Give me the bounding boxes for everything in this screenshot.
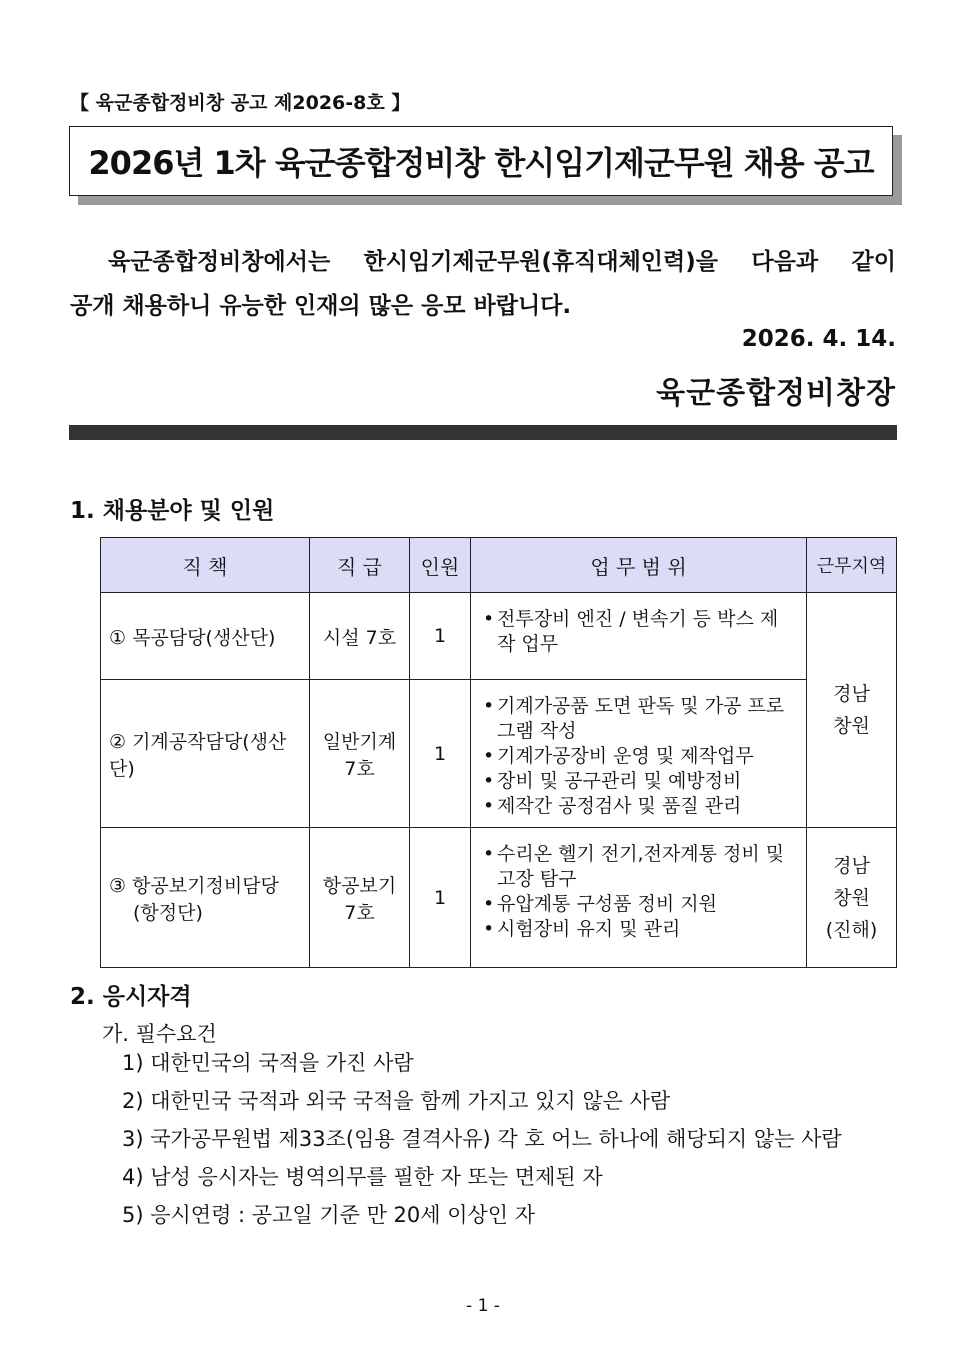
count-cell: 1 bbox=[410, 680, 471, 828]
col-header-grade: 직 급 bbox=[310, 538, 410, 593]
duty-item: • 기계가공품 도면 판독 및 가공 프로그램 작성 bbox=[483, 694, 796, 744]
region-cell bbox=[807, 828, 897, 968]
grade-line: 7호 bbox=[344, 757, 375, 780]
role-cell: ② 기계공작담당(생산단) bbox=[101, 680, 310, 828]
role-cell: ① 목공담당(생산단) bbox=[101, 593, 310, 680]
requirement-item: 5) 응시연령 : 공고일 기준 만 20세 이상인 자 bbox=[122, 1203, 536, 1227]
grade-line: 항공보기 bbox=[322, 874, 397, 897]
table-row bbox=[101, 680, 897, 828]
issuer: 육군종합정비창장 bbox=[656, 376, 896, 411]
requirement-item: 1) 대한민국의 국적을 가진 사람 bbox=[122, 1051, 414, 1075]
notice-date: 2026. 4. 14. bbox=[741, 326, 896, 352]
duty-item: • 기계가공장비 운영 및 제작업무 bbox=[483, 744, 796, 769]
duty-item: • 시험장비 유지 및 관리 bbox=[483, 917, 796, 942]
role-line: ③ 항공보기정비담당 bbox=[109, 874, 279, 897]
intro-paragraph bbox=[70, 240, 896, 328]
table-row bbox=[101, 828, 897, 968]
col-header-count: 인원 bbox=[410, 538, 471, 593]
table-row bbox=[101, 593, 897, 680]
requirement-item: 4) 남성 응시자는 병역의무를 필한 자 또는 면제된 자 bbox=[122, 1165, 603, 1189]
region-cell bbox=[807, 593, 897, 828]
page-title: 2026년 1차 육군종합정비창 한시임기제군무원 채용 공고 bbox=[88, 144, 874, 182]
requirements-list bbox=[122, 1046, 842, 1236]
region-line: (진해) bbox=[825, 918, 878, 941]
count-cell: 1 bbox=[410, 593, 471, 680]
count-cell: 1 bbox=[410, 828, 471, 968]
duties-cell bbox=[471, 680, 807, 828]
intro-line-1: 육군종합정비창에서는 한시임기제군무원(휴직대체인력)을 다음과 같이 bbox=[108, 249, 896, 275]
section-1-heading: 1. 채용분야 및 인원 bbox=[70, 498, 275, 524]
title-box bbox=[69, 126, 893, 196]
requirement-item: 2) 대한민국 국적과 외국 국적을 함께 가지고 있지 않은 사람 bbox=[122, 1089, 671, 1113]
region-line: 경남 bbox=[833, 854, 870, 877]
col-header-duties: 업 무 범 위 bbox=[471, 538, 807, 593]
grade-cell bbox=[310, 828, 410, 968]
duty-item: • 제작간 공정검사 및 품질 관리 bbox=[483, 794, 796, 819]
region-line: 창원 bbox=[833, 886, 870, 909]
grade-cell bbox=[310, 680, 410, 828]
duties-cell bbox=[471, 828, 807, 968]
duties-cell bbox=[471, 593, 807, 680]
duty-item: • 장비 및 공구관리 및 예방정비 bbox=[483, 769, 796, 794]
section-2-heading: 2. 응시자격 bbox=[70, 984, 192, 1010]
divider-bar bbox=[69, 425, 897, 440]
region-line: 경남 bbox=[833, 683, 870, 705]
page-number: - 1 - bbox=[466, 1296, 500, 1316]
col-header-region: 근무지역 bbox=[807, 538, 897, 593]
notice-number: 【 육군종합정비창 공고 제2026-8호 】 bbox=[70, 92, 411, 114]
role-cell bbox=[101, 828, 310, 968]
table-header-row bbox=[101, 538, 897, 593]
duty-item: • 전투장비 엔진 / 변속기 등 박스 제작 업무 bbox=[483, 607, 796, 657]
subsection-a-heading: 가. 필수요건 bbox=[102, 1022, 217, 1046]
duty-item: • 수리온 헬기 전기,전자계통 정비 및 고장 탐구 bbox=[483, 842, 796, 892]
grade-cell: 시설 7호 bbox=[310, 593, 410, 680]
requirement-item: 3) 국가공무원법 제33조(임용 결격사유) 각 호 어느 하나에 해당되지 않는 사람 bbox=[122, 1127, 842, 1151]
intro-line-2: 공개 채용하니 유능한 인재의 많은 응모 바랍니다. bbox=[70, 293, 572, 319]
job-table bbox=[100, 537, 897, 968]
region-line: 창원 bbox=[833, 715, 870, 737]
role-line: (항정단) bbox=[133, 901, 203, 924]
col-header-role: 직 책 bbox=[101, 538, 310, 593]
grade-line: 7호 bbox=[344, 901, 375, 924]
grade-line: 일반기계 bbox=[322, 730, 397, 753]
duty-item: • 유압계통 구성품 정비 지원 bbox=[483, 892, 796, 917]
